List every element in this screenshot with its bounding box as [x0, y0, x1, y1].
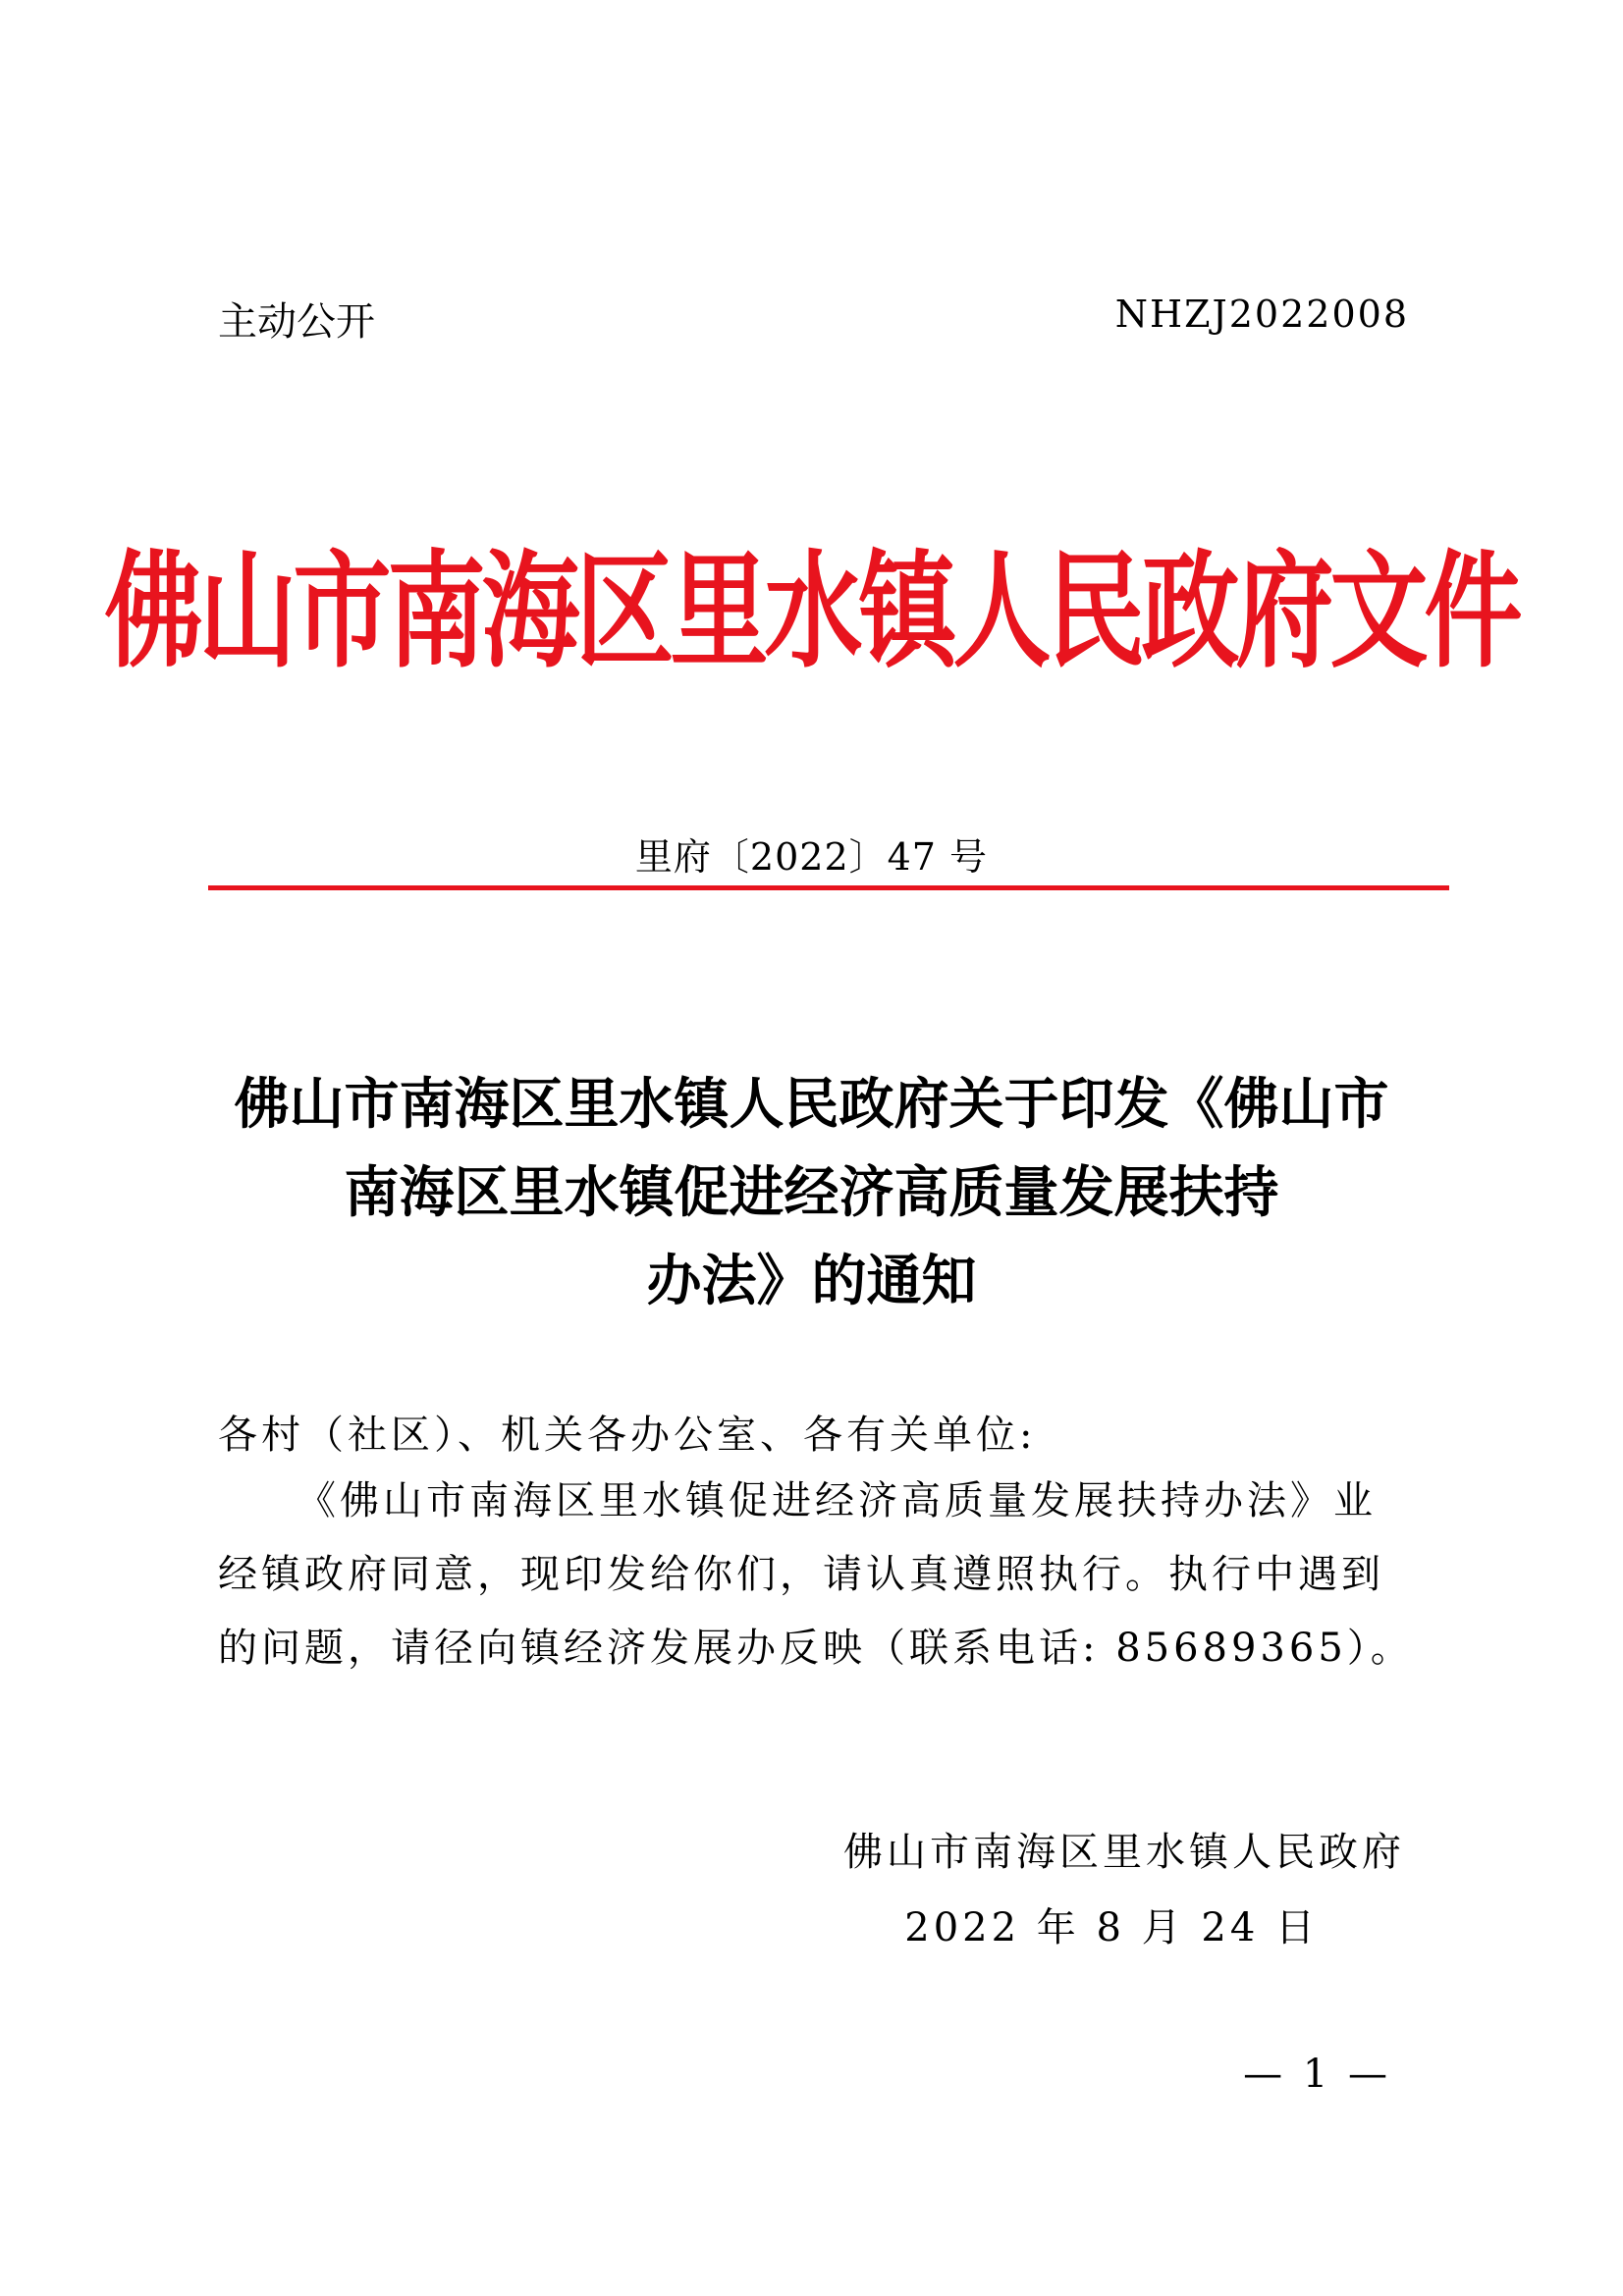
body-paragraph-line-3: 的问题，请径向镇经济发展办反映（联系电话: 85689365）。	[218, 1626, 1414, 1671]
signature-organization: 佛山市南海区里水镇人民政府	[843, 1830, 1405, 1875]
red-divider-line	[208, 885, 1449, 890]
body-paragraph-line-1: 《佛山市南海区里水镇促进经济高质量发展扶持办法》业	[297, 1478, 1377, 1523]
document-code: NHZJ2022008	[1114, 293, 1409, 336]
page-number: — 1 —	[1243, 2052, 1391, 2097]
signature-date: 2022 年 8 月 24 日	[904, 1905, 1319, 1950]
disclosure-label: 主动公开	[218, 299, 375, 345]
body-paragraph-line-2: 经镇政府同意，现印发给你们，请认真遵照执行。执行中遇到	[218, 1552, 1384, 1597]
title-line-1: 佛山市南海区里水镇人民政府关于印发《佛山市	[234, 1072, 1389, 1137]
salutation: 各村（社区）、机关各办公室、各有关单位:	[218, 1413, 1037, 1458]
title-line-2: 南海区里水镇促进经济高质量发展扶持	[344, 1160, 1279, 1225]
document-title	[0, 1060, 1623, 1325]
document-masthead: 佛山市南海区里水镇人民政府文件	[104, 538, 1519, 685]
document-number: 里府〔2022〕47 号	[634, 835, 989, 879]
title-line-3: 办法》的通知	[646, 1249, 977, 1313]
